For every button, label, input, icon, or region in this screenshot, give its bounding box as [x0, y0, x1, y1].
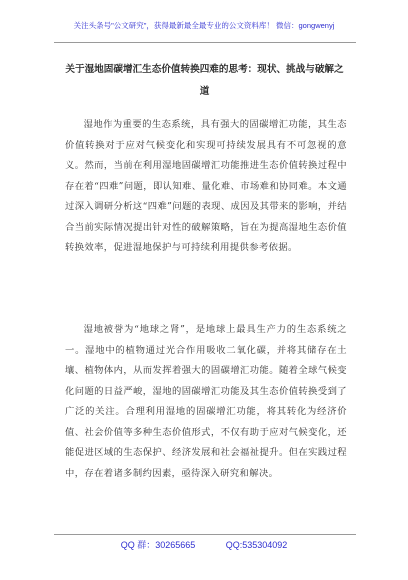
footer-contact	[0, 539, 408, 551]
header-divider	[54, 42, 356, 43]
body-paragraph-2: 湿地被誉为“地球之肾”，是地球上最具生产力的生态系统之一。湿地中的植物通过光合作用吸收二氧化碳，并将其储存在土壤、植物体内，从而发挥着强大的固碳增汇功能。随着全球气候变化问题的日益严峻，湿地的固碳增汇功能及其生态价值转换受到了广泛的关注。合理利用湿地的固碳增汇功能，将其转化为经济价值、社会价值等多种生态价值形式，不仅有助于应对气候变化，还能促进区域的生态保护、经济发展和社会福祉提升。但在实践过程中，存在着诸多制约因素，亟待深入研究和解决。	[65, 324, 347, 479]
footer-qq-group: QQ 群：30265665	[120, 540, 196, 550]
footer-qq-number: QQ:535304092	[225, 540, 288, 550]
document-title: 关于湿地固碳增汇生态价值转换四难的思考：现状、挑战与破解之道	[65, 64, 344, 97]
page-header	[0, 6, 408, 46]
header-notice: 关注头条号"公文研究"，获得最新最全最专业的公文资料库！ 微信：gongwenyj	[73, 21, 335, 30]
body-paragraph-1: 湿地作为重要的生态系统，具有强大的固碳增汇功能，其生态价值转换对于应对气候变化和实现可持续发展具有不可忽视的意义。然而，当前在利用湿地固碳增汇功能推进生态价值转换过程中存在着“四难”问题，即认知难、量化难、市场难和协同难。本文通过深入调研分析这“四难”问题的表现、成因及其带来的影响，并结合当前实际情况提出针对性的破解策略，旨在为提高湿地生态价值转换效率，促进湿地保护与可持续利用提供参考依据。	[65, 119, 347, 253]
page-footer	[0, 534, 408, 564]
footer-divider	[54, 534, 356, 535]
